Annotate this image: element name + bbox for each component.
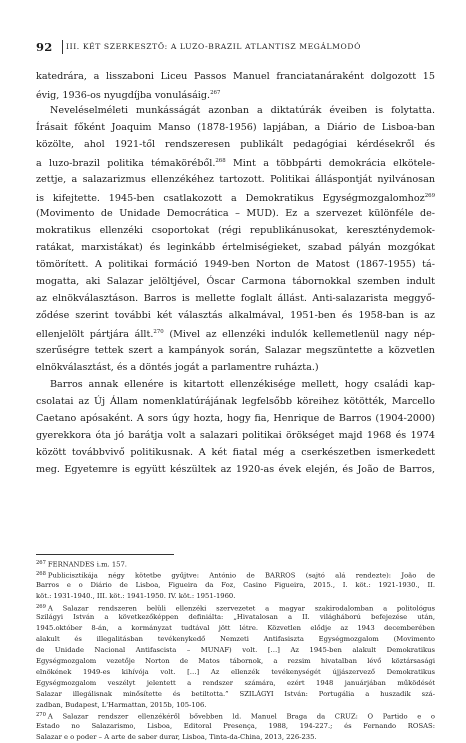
- body-line-text: meg. Egyetemre is együtt készültek az 1920-as évek elején, és João de Barros,: [36, 464, 435, 476]
- footnote-number: 270: [36, 712, 46, 719]
- page-header: [36, 40, 432, 58]
- footnote-text: köt.: 1931-1940., III. köt.: 1941-1950. IV. köt.: 1951-1960.: [36, 591, 236, 600]
- footnote-text: alakult és illegalitásban tevékenykedő Nemzeti Antifasiszta Egységmozgalom (Movimento: [36, 635, 435, 644]
- body-line: [36, 393, 435, 410]
- page-number: 92: [36, 40, 53, 54]
- body-line: [36, 444, 435, 461]
- body-line-text: Caetano apósaként. A sors úgy hozta, hogy fia, Henrique de Barros (1904-2000): [36, 412, 435, 424]
- body-line-text: szerűségre tettek szert a kampányok során, Salazar megszüntette a közvetlen: [36, 344, 435, 356]
- body-line-text: Mint a többpárti demokrácia elkötele-: [225, 158, 435, 170]
- footnote-rule: [36, 554, 174, 555]
- body-line: [36, 427, 435, 444]
- footnote-text: Publicisztikája négy kötetbe gyűjtve: António de BARROS (sajtó alá rendezte): João de: [47, 571, 435, 580]
- footnote-text: Estado no Salazarismo, Lisboa, Editoral Presença, 1988, 194-227.; és Fernando ROSAS:: [36, 722, 435, 731]
- footnote-line: [36, 558, 435, 569]
- body-line: [36, 290, 435, 307]
- body-line: [36, 171, 435, 188]
- body-line-text: Barros annak ellenére is kitartott ellenzékisége mellett, hogy családi kap-: [50, 378, 435, 390]
- header-divider: [62, 40, 63, 54]
- running-title: III. KÉT SZERKESZTŐ: A LUZO-BRAZIL ATLANTISZ MEGÁLMODÓ: [66, 42, 361, 51]
- footnote-line: [36, 612, 435, 623]
- footnote-text: zadban, Budapest, L'Harmattan, 2015b, 105-106.: [36, 700, 207, 709]
- body-line: [36, 239, 435, 256]
- footnote-text: Salazar e o poder – A arte de saber durar, Lisboa, Tinta-da-China, 2013, 226-235.: [36, 733, 317, 742]
- footnote-line: [36, 732, 435, 743]
- footnote-text: A Salazar rendszer ellenzékéről bővebben ld. Manuel Braga da CRUZ: O Partido e o: [47, 712, 435, 721]
- body-line: [36, 85, 435, 102]
- body-line-text: ratákat, marxistákat) és leginkább értelmiségieket, szabad pályán mozgókat: [36, 241, 435, 253]
- body-line-text: csolatai az Új Állam nomenklatúrájának legfelsőbb köreihez kötötték, Marcello: [36, 395, 435, 407]
- body-line: [36, 324, 435, 341]
- footnote-line: [36, 634, 435, 645]
- body-line-text: (Movimento de Unidade Democrática – MUD). Ez a szervezet különféle de-: [36, 207, 435, 219]
- footnote-number: 269: [36, 603, 46, 610]
- body-line-text: között továbbvivő politikusnak. A két fiatal még a cserkészetben ismerkedett: [36, 447, 435, 459]
- footnote-text: de Unidade Nacional Antifascista – MUNAF) volt. […] Az 1945-ben alakult Demokratikus: [36, 646, 435, 655]
- footnote-line: [36, 591, 435, 602]
- footnote-reference: 269: [424, 192, 435, 199]
- body-line: [36, 188, 435, 205]
- footnote-line: [36, 700, 435, 711]
- body-line-text: a luzo-brazil politika témaköréből.: [36, 158, 216, 170]
- body-line: [36, 359, 435, 376]
- body-line: [36, 256, 435, 273]
- footnote-reference: 268: [215, 158, 226, 165]
- footnote-line: [36, 678, 435, 689]
- footnote-line: [36, 569, 435, 580]
- body-line-text: az elnökválasztáson. Barros is mellette foglalt állást. Anti-salazarista meggyő-: [36, 293, 435, 305]
- body-line-text: Írásait főként Joaquim Manso (1878-1956) lapjában, a Diário de Lisboa-ban: [36, 122, 435, 134]
- footnote-text: Szilágyi István a következőképpen definiálta: „Hivatalosan a II. világháború befejezése után,: [36, 613, 435, 622]
- body-line-text: évig, 1936-os nyugdíjba vonulásáig.: [36, 90, 211, 102]
- body-line-text: is kifejtette. 1945-ben csatlakozott a Demokratikus Egységmozgalomhoz: [36, 192, 425, 204]
- footnote-reference: 267: [210, 90, 221, 97]
- body-line-text: zettje, a salazarizmus ellenzékéhez tartozott. Politikai álláspontját nyilvánosan: [36, 173, 435, 185]
- body-line: [36, 205, 435, 222]
- footnote-number: 268: [36, 570, 46, 577]
- body-line-text: tömörített. A politikai formáció 1949-ben Norton de Matost (1867-1955) tá-: [36, 259, 435, 271]
- body-line: [36, 307, 435, 324]
- body-line: [36, 68, 435, 85]
- footnote-line: [36, 656, 435, 667]
- body-line: [36, 222, 435, 239]
- footnote-text: elnökének 1949-es kihívója volt. […] Az ellenzék tevékenységét újjászervező Demokratikus: [36, 667, 435, 676]
- footnote-line: [36, 645, 435, 656]
- footnote-text: 1945.október 8-án, a kormányzat tudtával jött létre. Közvetlen elődje az 1943 decemberében: [36, 624, 435, 633]
- body-line: [36, 273, 435, 290]
- footnote-reference: 270: [153, 329, 164, 336]
- footnote-text: Salazar illegálisnak minősítette és betiltotta.” SZILÁGYI István: Portugália a huszadik szá-: [36, 689, 435, 698]
- body-line-text: Neveléselméleti munkásságát azonban a diktatúrák éveiben is folytatta.: [50, 105, 435, 117]
- body-line-text: katedrára, a lisszaboni Liceu Passos Manuel franciatanáraként dolgozott 15: [36, 71, 435, 82]
- body-line-text: ződése szerint további két választás alkalmával, 1951-ben és 1958-ban is az: [36, 310, 435, 322]
- body-line-text: gyerekkora óta jó barátja volt a salazari politikai örökséget majd 1968 és 1974: [36, 429, 435, 441]
- body-line: [36, 461, 435, 478]
- body-line: [36, 119, 435, 136]
- footnote-text: Barros e o Diário de Lisboa, Figueira da Foz, Casino Figueira, 2015., I. köt.: 1921-1930., II.: [36, 580, 435, 589]
- footnote-line: [36, 667, 435, 678]
- footnote-line: [36, 623, 435, 634]
- body-line-text: mogatta, aki Salazar jelöltjével, Óscar Carmona tábornokkal szemben indult: [36, 276, 435, 288]
- footnote-text: FERNANDES i.m. 157.: [47, 560, 127, 569]
- footnote-line: [36, 721, 435, 732]
- body-line: [36, 342, 435, 359]
- footnote-line: [36, 689, 435, 700]
- main-text: [36, 68, 435, 478]
- footnotes: [36, 558, 435, 743]
- body-line: [36, 102, 435, 119]
- body-line-text: mokratikus ellenzéki csoportokat (régi republikánusokat, kereszténydemok-: [36, 224, 435, 236]
- footnote-text: Egységmozgalom veszélyt jelentett a rendszer számára, ezért 1948 januárjában működését: [36, 678, 435, 687]
- body-line-text: ellenjelölt pártjára állt.: [36, 329, 154, 341]
- body-line: [36, 376, 435, 393]
- body-line: [36, 410, 435, 427]
- footnote-text: Egységmozgalom vezetője Norton de Matos tábornok, a rezsim hivatalban lévő köztársasági: [36, 657, 435, 666]
- body-line: [36, 136, 435, 153]
- footnote-line: [36, 602, 435, 613]
- body-line: [36, 153, 435, 170]
- body-line-text: közölte, ahol 1921-től rendszeresen publikált pedagógiai kérdésekről és: [36, 139, 435, 151]
- footnote-text: A Salazar rendszeren belüli ellenzéki szervezetet a magyar szakirodalomban a politológus: [47, 604, 435, 613]
- footnote-line: [36, 710, 435, 721]
- footnote-number: 267: [36, 560, 46, 566]
- footnote-line: [36, 580, 435, 591]
- body-line-text: elnökválasztást, és a döntés jogát a parlamentre ruházta.): [36, 361, 319, 373]
- body-line-text: (Mivel az ellenzéki indulók kellemetlenül nagy nép-: [163, 329, 435, 341]
